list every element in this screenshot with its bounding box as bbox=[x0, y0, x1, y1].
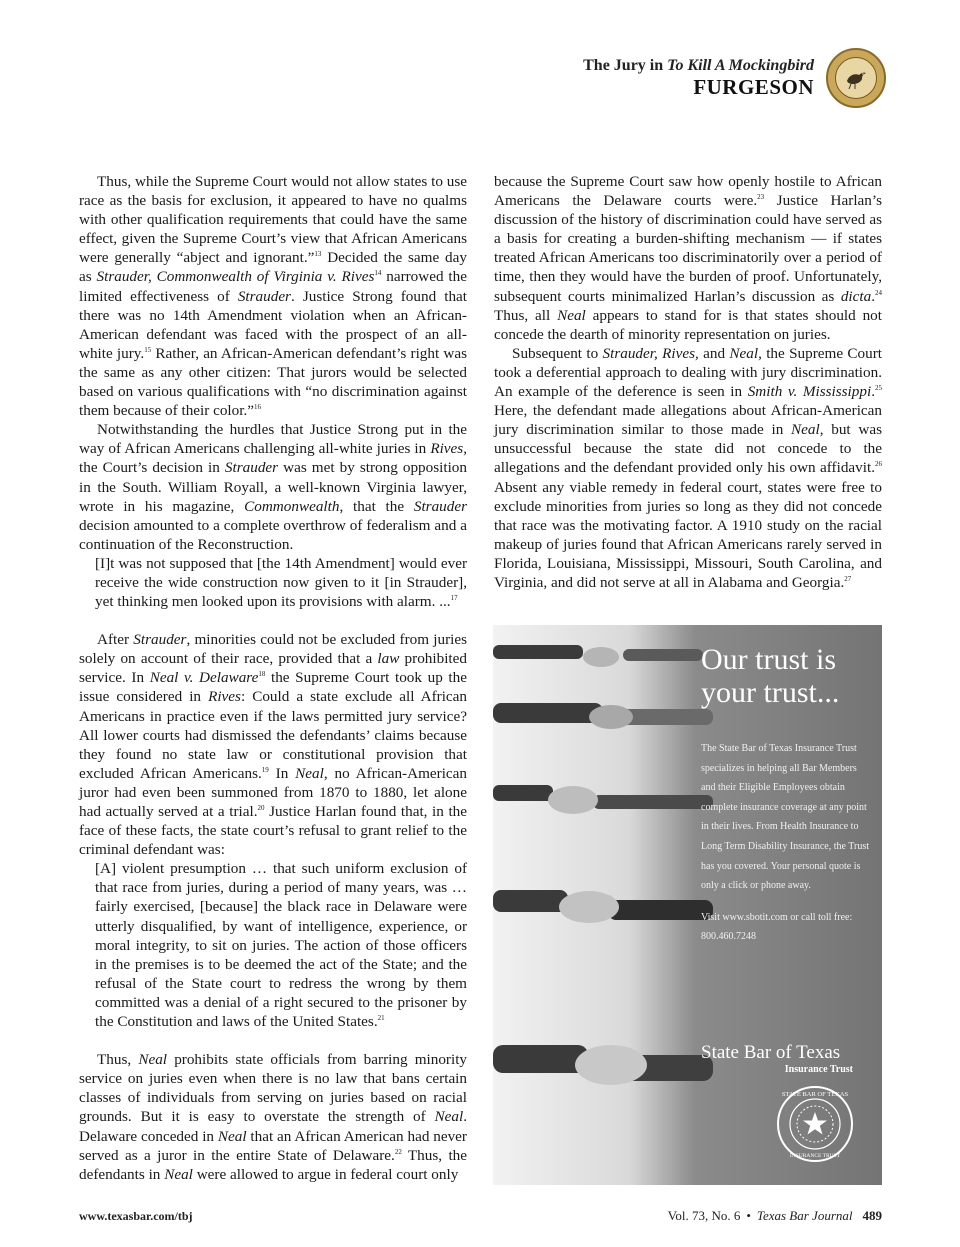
page-number: 489 bbox=[862, 1208, 882, 1223]
handshakes-photo bbox=[493, 625, 713, 1185]
paragraph: Thus, while the Supreme Court would not allow states to use race as the basis for exclusion, it appeared to have no qualms with other qualification requirements that could have the same effect, given the Supreme Court’s view that African Americans were generally “abject and ignorant.”$^{13}$ Decided the same day as Strauder, Commonwealth of Virginia v. Rives$^{14}$ narrowed the limited effectiveness of Strauder. Justice Strong found that there was no 14th Amendment violation when an African-American defendant was faced with the prospect of an all-white jury.$^{15}$ Rather, an African-American defendant’s right was the same as any other citizen: That jurors would be selected based on various qualifications with “no discrimination against them because of their color.”$^{16}$ bbox=[79, 173, 467, 420]
paragraph: Thus, Neal prohibits state officials from barring minority service on juries even when there is no law that bans certain classes of individuals from serving on juries based on racial grounds. But it is easy to overstate the strength of Neal. Delaware conceded in Neal that an African American had never served as a juror in the entire State of Delaware.$^{22}$ Thus, the defendants in Neal were allowed to argue in federal court only bbox=[79, 1051, 468, 1183]
block-quote: [A] violent presumption … that such uniform exclusion of that race from juries, during a period of many years, was … fairly exercised, [because] the black race in Delaware were utterly disqualified, by want of intelligence, experience, or moral integrity, to sit on juries. The action of those officers in the premises is to be deemed the act of the State; and the refusal of the State court to redress the wrong by them committed was a denial of a right secured to the prisoner by the Constitution and laws of the United States.$^{21}$ bbox=[95, 860, 467, 1031]
paragraph: because the Supreme Court saw how openly hostile to African Americans the Delaware courts were.$^{23}$ Justice Harlan’s discussion of the history of discrimination could have served as a basis for creating a burden-shifting mechanism — if states treated African Americans too discriminatorily over a period of time, then they would have the burden of proof. Unfortunately, subsequent courts minimalized Harlan’s discussion as dicta.$^{24}$ Thus, all Neal appears to stand for is that states should not concede the dearth of minority representation on juries. bbox=[494, 173, 882, 343]
author-name: FURGESON bbox=[693, 75, 814, 99]
article-kicker: The Jury in To Kill A Mockingbird bbox=[583, 57, 814, 74]
ad-body: The State Bar of Texas Insurance Trust specializes in helping all Bar Members and their Eligible Employees obtain complete insurance coverage at any point in their lives. From Health Insurance to Long Term Disability Insurance, the Trust has you covered. Your personal quote is only a click or phone away. Visit www.sbotit.com or call toll free: 800.460.7248 bbox=[701, 743, 869, 943]
paragraph: Notwithstanding the hurdles that Justice Strong put in the way of African Americans challenging all-white juries in Rives, the Court’s decision in Strauder was met by strong opposition in the South. William Royall, a well-known Virginia lawyer, wrote in his magazine, Commonwealth, that the Strauder decision amounted to a complete overthrow of federalism and a continuation of the Reconstruction. bbox=[79, 421, 467, 553]
footer-issue: Vol. 73, No. 6 • Texas Bar Journal 489 bbox=[667, 1208, 882, 1223]
mockingbird-anniversary-seal bbox=[826, 48, 886, 108]
insurance-trust-advertisement bbox=[493, 625, 882, 1185]
right-column bbox=[494, 172, 882, 592]
left-column bbox=[79, 172, 467, 1184]
paragraph: After Strauder, minorities could not be excluded from juries solely on account of their race, provided that a law prohibited service. In Neal v. Delaware$^{18}$ the Supreme Court took up the issue considered in Rives: Could a state exclude all African Americans in practice even if the laws permitted jury service? All lower courts had dismissed the defendants’ claims because they found no state law or constitutional provision that excluded African Americans.$^{19}$ In Neal, no African-American juror had even been summoned from 1870 to 1880, let alone had actually served at a trial.$^{20}$ Justice Harlan found that, in the face of these facts, the state court’s refusal to grant relief to the criminal defendant was: bbox=[79, 631, 468, 859]
bird-icon bbox=[841, 63, 871, 93]
paragraph: Subsequent to Strauder, Rives, and Neal, the Supreme Court took a deferential approach to dealing with jury discrimination. An example of the deference is seen in Smith v. Mississippi.$^{25}$ Here, the defendant made allegations about African-American jury discrimination similar to those made in Neal, but was unsuccessful because the state did not concede to the allegations and the defendant provided only his own affidavit.$^{26}$ Absent any viable remedy in federal court, states were free to exclude minorities from juries so long as they did not concede that race was the motivating factor. A 1910 study on the racial makeup of juries found that African Americans rarely served in Florida, Louisiana, Mississippi, Missouri, South Carolina, and Virginia, and did not serve at all in Alabama and Georgia.$^{27}$ bbox=[494, 344, 882, 591]
ad-brand: State Bar of Texas Insurance Trust bbox=[701, 1042, 853, 1075]
ad-headline: Our trust is your trust... bbox=[701, 643, 840, 709]
footer-url: www.texasbar.com/tbj bbox=[79, 1209, 193, 1223]
block-quote: [I]t was not supposed that [the 14th Amendment] would ever receive the wide construction now given to it [in Strauder], yet thinking men looked upon its provisions with alarm. ...$^{17}$ bbox=[95, 554, 467, 611]
seal-top-text: STATE BAR OF TEXAS bbox=[781, 1091, 849, 1098]
seal-bottom-text: INSURANCE TRUST bbox=[789, 1153, 841, 1159]
state-bar-seal-icon bbox=[776, 1085, 854, 1163]
running-header bbox=[583, 56, 814, 98]
